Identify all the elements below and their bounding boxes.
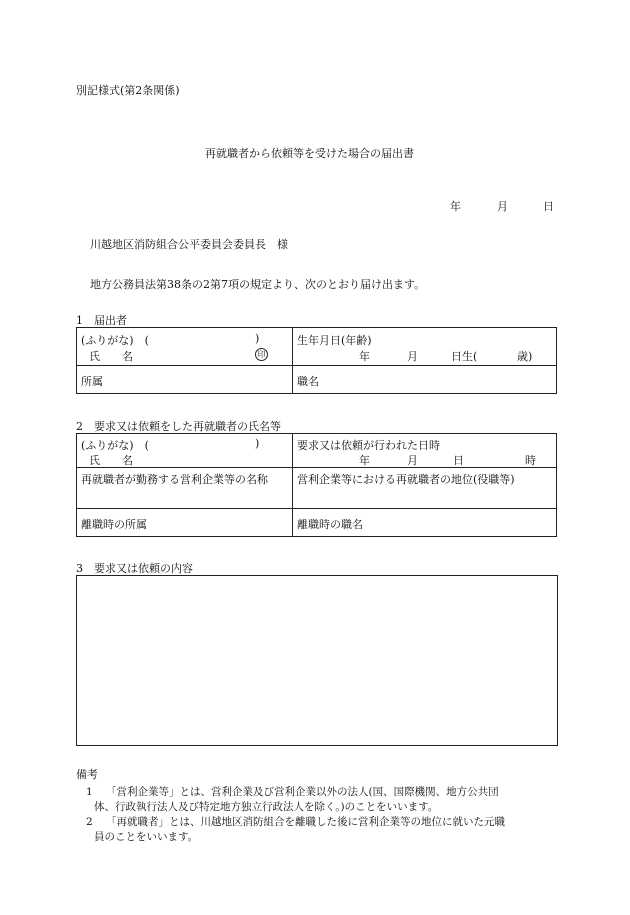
statement: 地方公務員法第38条の2第7項の規定より、次のとおり届け出ます。 [90, 278, 426, 291]
s2-retire-affiliation-cell[interactable] [77, 509, 293, 537]
s2-datetime-cell[interactable] [293, 434, 557, 468]
section2-table [76, 433, 557, 537]
section1-heading: 1 届出者 [76, 314, 127, 327]
s1-name-cell[interactable] [77, 328, 293, 366]
s2-company-position-label: 営利企業等における再就職者の地位(役職等) [297, 473, 515, 486]
s2-name-label: 氏 名 [89, 454, 133, 467]
s1-position-label: 職名 [297, 375, 319, 388]
s1-affiliation-cell[interactable] [77, 366, 293, 394]
s2-retire-position-cell[interactable] [293, 509, 557, 537]
s2-company-cell[interactable] [77, 468, 293, 509]
note-1-number: 1 [86, 786, 93, 798]
s1-name-label: 氏 名 [89, 350, 133, 363]
document-title: 再就職者から依頼等を受けた場合の届出書 [205, 147, 414, 160]
note-1-line2: 体、行政執行法人及び特定地方独立行政法人を除く。)のことをいいます。 [94, 801, 439, 813]
s2-furigana-close: ) [255, 437, 260, 450]
section3-heading: 3 要求又は依頼の内容 [76, 562, 193, 575]
notes-heading: 備考 [76, 768, 98, 781]
addressee: 川越地区消防組合公平委員会委員長 様 [90, 238, 288, 251]
s2-dt-hour: 時 [525, 454, 536, 467]
s1-dob-cell[interactable] [293, 328, 557, 366]
s2-dt-year: 年 [359, 454, 370, 467]
s2-dt-day: 日 [453, 454, 464, 467]
s2-company-label: 再就職者が勤務する営利企業等の名称 [81, 473, 268, 486]
section2-heading: 2 要求又は依頼をした再就職者の氏名等 [76, 420, 281, 433]
s2-name-cell[interactable] [77, 434, 293, 468]
note-2-line1: 「再就職者」とは、川越地区消防組合を離職した後に営利企業等の地位に就いた元職 [106, 816, 505, 828]
section1-table [76, 327, 557, 394]
date-month-label: 月 [497, 200, 508, 213]
note-2-number: 2 [86, 816, 93, 828]
s2-company-position-cell[interactable] [293, 468, 557, 509]
s1-dob-month: 月 [407, 350, 418, 363]
s1-dob-day: 日生( [451, 350, 478, 363]
s1-dob-label: 生年月日(年齢) [297, 334, 372, 347]
form-label: 別記様式(第2条関係) [76, 84, 180, 97]
s1-position-cell[interactable] [293, 366, 557, 394]
note-2-line2: 員のことをいいます。 [94, 831, 199, 843]
seal-icon: 印 [255, 348, 268, 361]
s2-retire-position-label: 離職時の職名 [297, 518, 363, 531]
s2-furigana-label: (ふりがな) ( [81, 439, 149, 452]
date-day-label: 日 [543, 200, 554, 213]
s1-affiliation-label: 所属 [81, 375, 103, 388]
s2-datetime-label: 要求又は依頼が行われた日時 [297, 439, 440, 452]
note-1-line1: 「営利企業等」とは、営利企業及び営利企業以外の法人(国、国際機関、地方公共団 [106, 786, 499, 798]
s2-retire-affiliation-label: 離職時の所属 [81, 518, 147, 531]
s1-furigana-label: (ふりがな) ( [81, 334, 149, 347]
s1-furigana-close: ) [255, 332, 260, 345]
s2-dt-month: 月 [407, 454, 418, 467]
s1-dob-year: 年 [359, 350, 370, 363]
s1-dob-age: 歳) [517, 350, 533, 363]
date-year-label: 年 [450, 200, 461, 213]
section3-content-box[interactable] [76, 575, 558, 746]
